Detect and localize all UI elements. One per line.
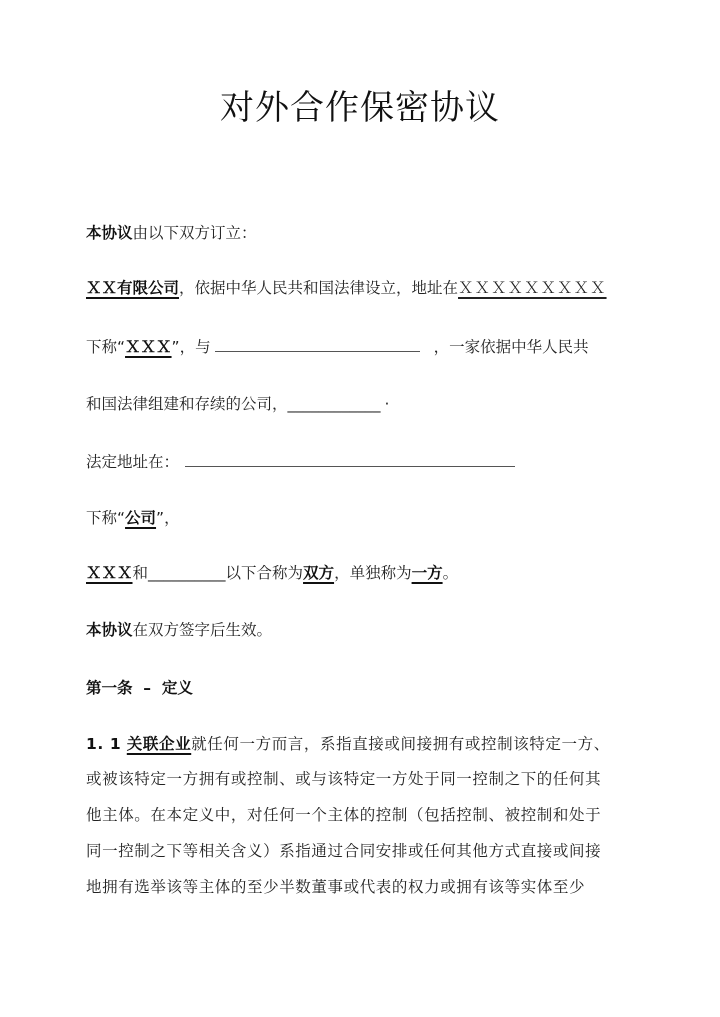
clause-1-1-line-1 — [86, 733, 610, 755]
document-title: 对外合作保密协议 — [220, 88, 500, 128]
clause-term: 关联企业 — [126, 735, 192, 753]
parties-end: 。 — [442, 564, 459, 582]
party2-blank: ____________ — [287, 395, 381, 413]
effective-text: 在双方签字后生效。 — [132, 621, 273, 639]
parties-name1: ＸＸＸ — [86, 564, 133, 582]
intro-line — [86, 222, 257, 244]
party1-name: ＸＸ有限公司 — [86, 279, 180, 297]
party2-text: 和国法律组建和存续的公司， — [86, 395, 288, 413]
parties-text2: ，单独称为 — [334, 564, 412, 582]
parties-line — [86, 562, 458, 584]
clause-1-1-line-3: 他主体。在本定义中，对任何一个主体的控制（包括控制、被控制和处于 — [86, 806, 602, 824]
parties-one: 一方 — [411, 564, 443, 582]
clause-1-1-line-5: 地拥有选举该等主体的至少半数董事或代表的权力或拥有该等实体至少 — [86, 878, 586, 896]
address-line — [86, 451, 515, 473]
party2-end: · — [384, 395, 390, 413]
party1-address: ＸＸＸＸＸＸＸＸＸ — [458, 279, 607, 297]
party2-line — [86, 393, 389, 415]
alias2-name: 公司 — [125, 509, 157, 527]
effective-line — [86, 619, 272, 641]
clause-text: 就任何一方而言，系指直接或间接拥有或控制该特定一方、 — [191, 735, 610, 753]
parties-and: 和 — [132, 564, 149, 582]
party2-name-blank — [215, 337, 420, 352]
parties-blank: __________ — [148, 564, 226, 582]
article1-heading: 第一条 – 定义 — [86, 679, 193, 697]
clause-1-1-line-4: 同一控制之下等相关含义）系指通过合同安排或任何其他方式直接或间接 — [86, 842, 602, 860]
clause-1-1-line-2: 或被该特定一方拥有或控制、或与该特定一方处于同一控制之下的任何其 — [86, 770, 602, 788]
alias1-suffix: ”，与 — [171, 338, 211, 356]
party1-text: ，依据中华人民共和国法律设立，地址在 — [179, 279, 459, 297]
parties-text1: 以下合称为 — [225, 564, 304, 582]
alias2-suffix: ”， — [156, 509, 180, 527]
party1-line — [86, 277, 607, 299]
alias1-prefix: 下称“ — [86, 338, 126, 356]
alias2-prefix: 下称“ — [86, 509, 126, 527]
effective-bold: 本协议 — [86, 621, 133, 639]
address-blank — [185, 452, 515, 467]
parties-both: 双方 — [303, 564, 335, 582]
clause-number: 1. 1 — [86, 735, 122, 753]
alias1-tail: ，一家依据中华人民共 — [433, 338, 589, 356]
address-label: 法定地址在： — [86, 453, 180, 471]
intro-bold: 本协议 — [86, 224, 133, 242]
alias1-name: ＸＸＸ — [125, 338, 172, 356]
alias2-line — [86, 507, 180, 529]
alias1-line — [86, 336, 589, 358]
intro-text: 由以下双方订立： — [132, 224, 257, 242]
